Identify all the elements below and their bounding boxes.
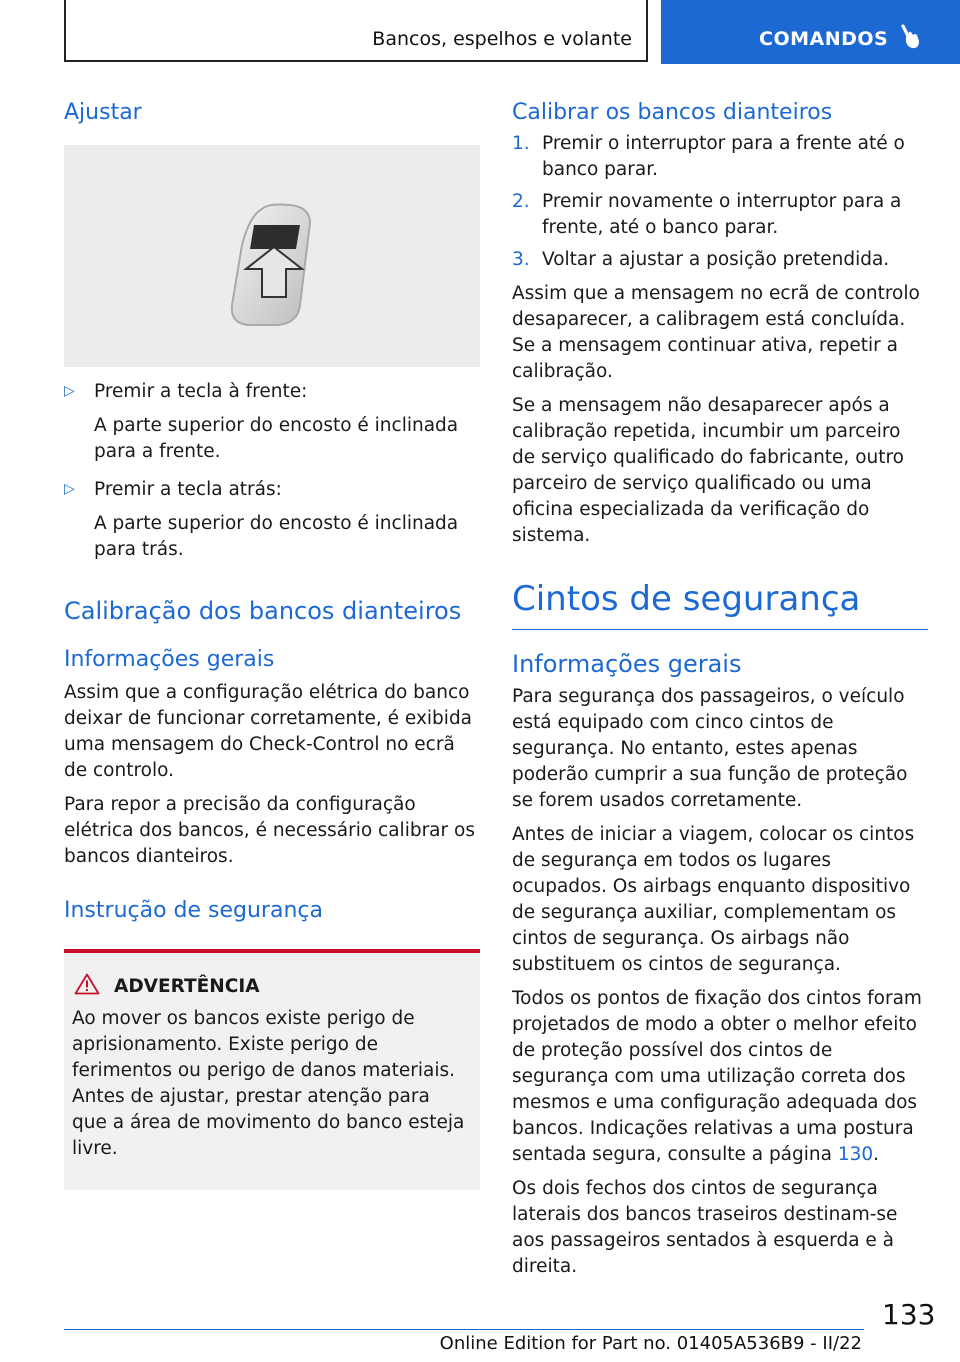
pointing-hand-icon [899,24,921,54]
step-number: 3. [512,249,530,270]
step-number: 1. [512,133,530,154]
step-text: Voltar a ajustar a posição pretendida. [542,249,890,270]
heading-informacoes-gerais: Informações gerais [64,647,275,672]
warning-triangle-icon [74,973,100,1000]
paragraph-text: . [873,1144,880,1165]
page-reference-link[interactable]: 130 [837,1144,874,1165]
running-header [64,0,648,62]
paragraph: Para repor a precisão da configuração elétrica dos bancos, é necessário calibrar os bancos dianteiros. [64,794,475,867]
heading-informacoes-gerais: Informações gerais [512,650,742,678]
paragraph: Assim que a mensagem no ecrã de controlo desaparecer, a calibragem está concluída. Se a mensagem continuar ativa, repetir a calibração. [512,283,920,382]
heading-calibrar: Calibrar os bancos dianteiros [512,100,833,125]
bullet-title: Premir a tecla à frente: [94,381,308,402]
edition-note: Online Edition for Part no. 01405A536B9 - II/22 [439,1333,862,1354]
step-text: Premir o interruptor para a frente até o banco parar. [542,133,905,180]
footer-rule [64,1329,864,1330]
left-column [64,100,480,1190]
right-column [512,100,928,1280]
page-number: 133 [882,1298,936,1331]
step-item [512,131,928,183]
warning-text: Ao mover os bancos existe perigo de aprisionamento. Existe perigo de ferimentos ou perigo de danos materiais. Antes de ajustar, prestar atenção para que a área de movimento do banco esteja livre. [72,1008,465,1159]
section-title: Bancos, espelhos e volante [372,28,632,50]
paragraph: Os dois fechos dos cintos de segurança laterais dos bancos traseiros destinam-se aos passageiros sentados à esquerda e à direita. [512,1178,898,1277]
warning-label: ADVERTÊNCIA [114,976,260,997]
chapter-tab[interactable] [661,0,960,64]
bullet-text: A parte superior do encosto é inclinada para trás. [94,513,459,560]
step-item [512,189,928,241]
paragraph-text: Todos os pontos de fixação dos cintos foram projetados de modo a obter o melhor efeito de proteção possível dos cintos de segurança com uma utilização correta dos mesmos e uma configuração adequada dos bancos. Indicações relativas a uma postura sentada segura, consulte a página [512,988,922,1165]
bullet-title: Premir a tecla atrás: [94,479,282,500]
heading-rule [512,629,928,630]
paragraph: Assim que a configuração elétrica do banco deixar de funcionar corretamente, é exibida uma mensagem do Check-Control no ecrã de controlo. [64,682,473,781]
step-number: 2. [512,191,530,212]
chapter-label: COMANDOS [759,28,889,50]
step-item [512,247,928,273]
bullet-text: A parte superior do encosto é inclinada para a frente. [94,415,459,462]
seat-switch-figure [64,145,480,367]
triangle-bullet-icon: ▷ [64,481,75,497]
triangle-bullet-icon: ▷ [64,383,75,399]
step-text: Premir novamente o interruptor para a frente, até o banco parar. [542,191,902,238]
paragraph: Se a mensagem não desaparecer após a calibração repetida, incumbir um parceiro de serviço qualificado do fabricante, outro parceiro de serviço qualificado ou uma oficina especializada da verificação do sistema. [512,395,905,546]
paragraph [512,986,928,1168]
heading-cintos-seguranca: Cintos de segurança [512,579,861,619]
bullet-item [64,379,480,465]
warning-box [64,949,480,1190]
heading-instrucao-seguranca: Instrução de segurança [64,898,323,923]
bullet-item [64,477,480,563]
heading-ajustar: Ajustar [64,100,142,125]
heading-calibracao: Calibração dos bancos dianteiros [64,597,462,625]
paragraph: Antes de iniciar a viagem, colocar os cintos de segurança em todos os lugares ocupados. Os airbags enquanto dispositivo de segurança auxiliar, complementam os cintos de segurança. Os airbags não substituem os cintos de segurança. [512,824,915,975]
paragraph: Para segurança dos passageiros, o veículo está equipado com cinco cintos de segurança. No entanto, estes apenas poderão cumprir a sua função de proteção se forem usados corretamente. [512,686,908,811]
